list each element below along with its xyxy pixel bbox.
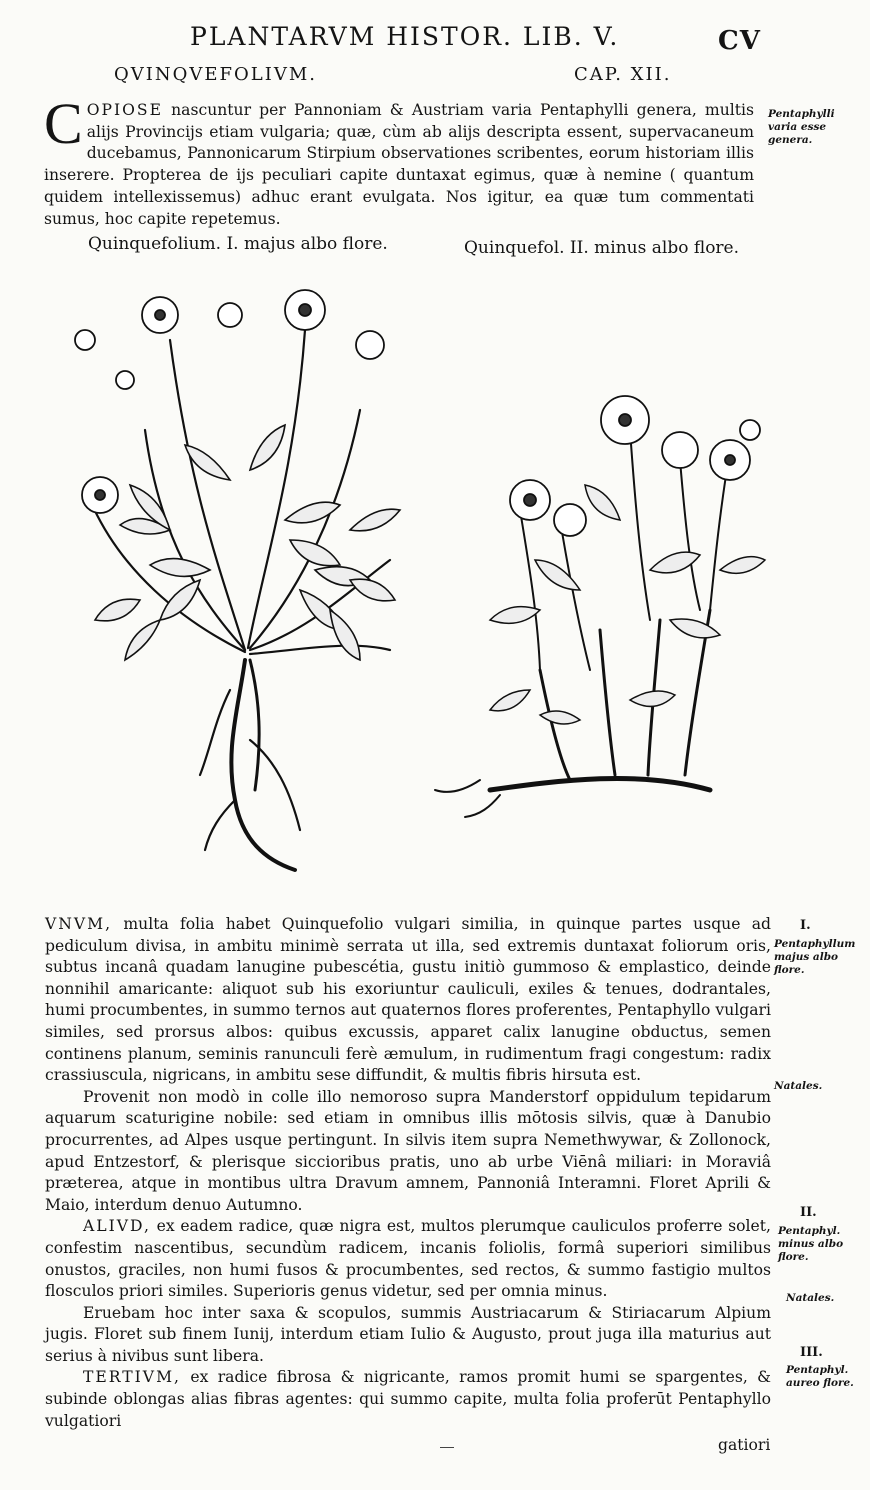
- folio-number: CV: [718, 26, 761, 56]
- numeral-first: I.: [800, 918, 811, 933]
- figure-caption-2: Quinquefol. II. minus albo flore.: [464, 238, 740, 258]
- third-text: ex radice fibrosa & nigricante, ramos promit humi se spargentes, & subinde oblongas alias fibras agentes: qui summo capite, multa folia proferūt Pentaphyllo vulgatiori: [45, 1368, 771, 1430]
- margin-note-habitat-first: Natales.: [774, 1080, 823, 1092]
- chapter-title: QVINQVEFOLIVM.: [114, 64, 317, 85]
- first-text: multa folia habet Quinquefolio vulgari similia, in quinque partes usque ad pediculum divisa, in ambitu minimè serrata ut illa, sed extremis duntaxat foliorum oris, subtus incanâ quadam lanugine pubescétia, gustu initiò gummoso & emplastico, deinde nonnihil amaricante: aliquot sub his exoriuntur cauliculi, exiles & tenues, dodrantales, humi procumbentes, in summo ternos aut quaternos flores proferentes, Pentaphyllo vulgari similes, sed prorsus albos: quibus excussis, apparet calix lanugine obductus, semen continens planum, seminis ranunculi ferè æmulum, in rudimentum fragi congestum: radix crassiuscula, nigricans, in ambitu sese diffundit, & multis fibris hirsuta est.: [45, 915, 772, 1085]
- intro-text: nascuntur per Pannoniam & Austriam varia Pentaphylli genera, multis alijs Provincijs etiam vulgaria; quæ, cùm ab alijs descripta essent, supervacaneum ducebamus, Pannonicarum Stirpium observationes scribentes, eorum historiam illis inserere. Propterea de ijs peculiari capite duntaxat egimus, quæ à nemine ( quantum quidem intellexissemus) adhuc erant evulgata. Nos igitur, ea quæ tum commentati sumus, hoc capite repetemus.: [44, 101, 754, 228]
- woodcut-quinquefolium-minus: [420, 370, 780, 830]
- first-habitat-text: Provenit non modò in colle illo nemoroso supra Manderstorf oppidulum tepidarum aquarum scaturigine nobile: sed etiam in omnibus illis mōtosis silvis, quæ à Danubio procurrentes, ad Alpes usque pertingunt. In silvis item supra Nemethwywar, & Zollonock, apud Entzestorf, & plerisque siccioribus pratis, uno ab urbe Viēnâ miliari: in Moraviâ præterea, atque in montibus ultra Dravum amnem, Pannoniâ Interamni. Floret Aprili & Maio, interdum denuo Autumno.: [45, 1087, 771, 1214]
- numeral-second: II.: [800, 1205, 817, 1220]
- chapter-number: CAP. XII.: [574, 64, 672, 85]
- figure-caption-1: Quinquefolium. I. majus albo flore.: [88, 234, 388, 254]
- margin-note-third: Pentaphyl. aureo flore.: [786, 1364, 854, 1389]
- margin-note-genera: Pentaphylli varia esse genera.: [768, 108, 835, 146]
- second-lead-word: ALIVD,: [83, 1217, 151, 1236]
- margin-note-second: Pentaphyl. minus albo flore.: [778, 1225, 844, 1263]
- woodcut-quinquefolium-majus: [50, 270, 420, 880]
- margin-note-first: Pentaphyllum majus albo flore.: [774, 938, 856, 976]
- section-first: [45, 914, 771, 1432]
- first-lead-word: VNVM,: [45, 915, 113, 933]
- second-habitat-text: Eruebam hoc inter saxa & scopulos, summis Austriacarum & Stiriacarum Alpium jugis. Floret sub finem Iunij, interdum etiam Iulio & Augusto, prout juga illa maturius aut serius à nivibus sunt libera.: [45, 1303, 771, 1365]
- margin-note-habitat-second: Natales.: [786, 1292, 835, 1304]
- third-lead-word: TERTIVM,: [83, 1368, 181, 1387]
- footer-mark: [440, 1447, 454, 1448]
- running-title: PLANTARVM HISTOR. LIB. V.: [190, 22, 620, 51]
- intro-lead-word: OPIOSE: [86, 101, 163, 119]
- drop-cap: C: [44, 91, 83, 156]
- second-text: ex eadem radice, quæ nigra est, multos plerumque cauliculos proferre solet, confestim nascentibus, secundùm radicem, incanis foliolis, formâ superiori similibus onustos, graciles, non humi fusos & procumbentes, sed rectos, & summo fastigio multos flosculos priori similes. Superioris genus videtur, sed per omnia minus.: [45, 1217, 771, 1301]
- catchword: gatiori: [718, 1436, 771, 1454]
- intro-paragraph: [44, 91, 754, 230]
- numeral-third: III.: [800, 1345, 823, 1360]
